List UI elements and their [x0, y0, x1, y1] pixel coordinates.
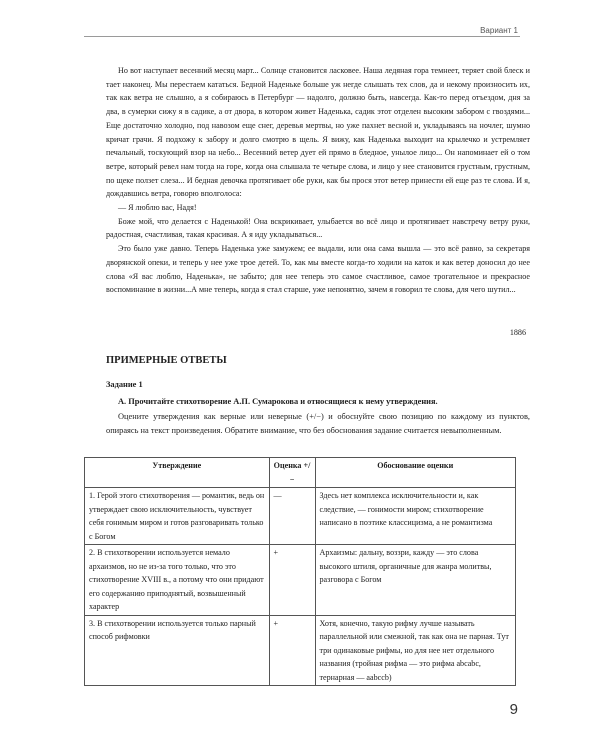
page-number: 9	[509, 701, 518, 718]
table-row	[85, 545, 516, 616]
header-mark: Оценка +/−	[269, 458, 315, 488]
header-rule	[84, 36, 520, 37]
instructions-text: Оцените утверждения как верные или неверные (+/−) и обоснуйте свою позицию по каждому из пунктов, опираясь на текст произведения. Обратите внимание, что без обоснования задание считается невыполненным.	[106, 412, 530, 435]
table-row	[85, 615, 516, 686]
task-instructions	[106, 410, 530, 437]
statement-cell: 2. В стихотворении используется немало архаизмов, но не из-за того только, что это стихотворение XVIII в., а потому что они придают его содержанию приподнятый, возвышенный характер	[85, 545, 270, 616]
story-paragraph: Но вот наступает весенний месяц март... Солнце становится ласковее. Наша ледяная гора темнеет, теряет свой блеск и тает наконец. Мы перестаем кататься. Бедной Наденьке больше уж негде слышать тех слов, да и некому произносить их, так как ветра не слышно, а я собираюсь в Петербург — надолго, должно быть, навсегда. Как-то перед отъездом, дня за два, в сумерки сижу я в садике, а от двора, в котором живет Наденька, садик этот отделен высоким забором с гвоздями... Еще достаточно холодно, под навозом еще снег, деревья мертвы, но уже пахнет весной и, укладываясь на ночлег, шумно кричат грачи. Я подхожу к забору и долго смотрю в щель. Я вижу, как Наденька выходит на крылечко и устремляет печальный, тоскующий взор на небо... Весенний ветер дует ей прямо в бледное, унылое лицо... Он напоминает ей о том ветре, который ревел нам тогда на горе, когда она слышала те четыре слова, и лицо у нее становится грустным, грустным, по щеке ползет слеза... И бедная девочка протягивает обе руки, как бы прося этот ветер принести ей еще раз те слова. И я, дождавшись ветра, говорю вполголоса:	[106, 66, 530, 199]
table-header-row	[85, 458, 516, 488]
header-justification: Обоснование оценки	[315, 458, 516, 488]
mark-cell: +	[269, 545, 315, 616]
header-statement: Утверждение	[85, 458, 270, 488]
mark-cell: —	[269, 488, 315, 545]
section-title: ПРИМЕРНЫЕ ОТВЕТЫ	[106, 355, 227, 366]
variant-label: Вариант 1	[480, 26, 518, 35]
subtask-heading: А. Прочитайте стихотворение А.П. Сумарокова и относящиеся к нему утверждения.	[118, 397, 438, 406]
story-year: 1886	[509, 328, 526, 337]
answers-table	[84, 457, 516, 686]
justification-cell: Архаизмы: дальну, воззри, кажду — это слова высокого штиля, органичные для жанра молитвы, разговора с Богом	[315, 545, 516, 616]
table-row	[85, 488, 516, 545]
running-header	[0, 26, 600, 46]
story-paragraph: Боже мой, что делается с Наденькой! Она вскрикивает, улыбается во всё лицо и протягивает навстречу ветру руки, радостная, счастливая, такая красивая. А я иду укладываться...	[106, 216, 530, 240]
story-text	[106, 64, 530, 297]
task-title: Задание 1	[106, 380, 143, 389]
justification-cell: Здесь нет комплекса исключительности и, как следствие, — гонимости миром; стихотворение написано в поэтике классицизма, а не романтизма	[315, 488, 516, 545]
story-paragraph: Это было уже давно. Теперь Наденька уже замужем; ее выдали, или она сама вышла — это всё равно, за секретаря дворянской опеки, и теперь у нее уже трое детей. То, как мы вместе когда-то ходили на каток и как ветер доносил до нее слова «Я вас люблю, Наденька», не забыто; для нее теперь это самое счастливое, самое трогательное и прекрасное воспоминание в жизни...А мне теперь, когда я стал старше, уже непонятно, зачем я говорил те слова, для чего шутил...	[106, 244, 530, 295]
mark-cell: +	[269, 615, 315, 686]
story-dialog-line: — Я люблю вас, Надя!	[118, 203, 197, 213]
statement-cell: 3. В стихотворении используется только парный способ рифмовки	[85, 615, 270, 686]
justification-cell: Хотя, конечно, такую рифму лучше называть параллельной или смежной, так как она не парная. Тут три одинаковые рифмы, но для нее нет отдельного названия (тройная рифма — это рифма abcabc, тернарная — aabccb)	[315, 615, 516, 686]
statement-cell: 1. Герой этого стихотворения — романтик, ведь он утверждает свою исключительность, чувствует себя гонимым миром и готов разговаривать только с Богом	[85, 488, 270, 545]
